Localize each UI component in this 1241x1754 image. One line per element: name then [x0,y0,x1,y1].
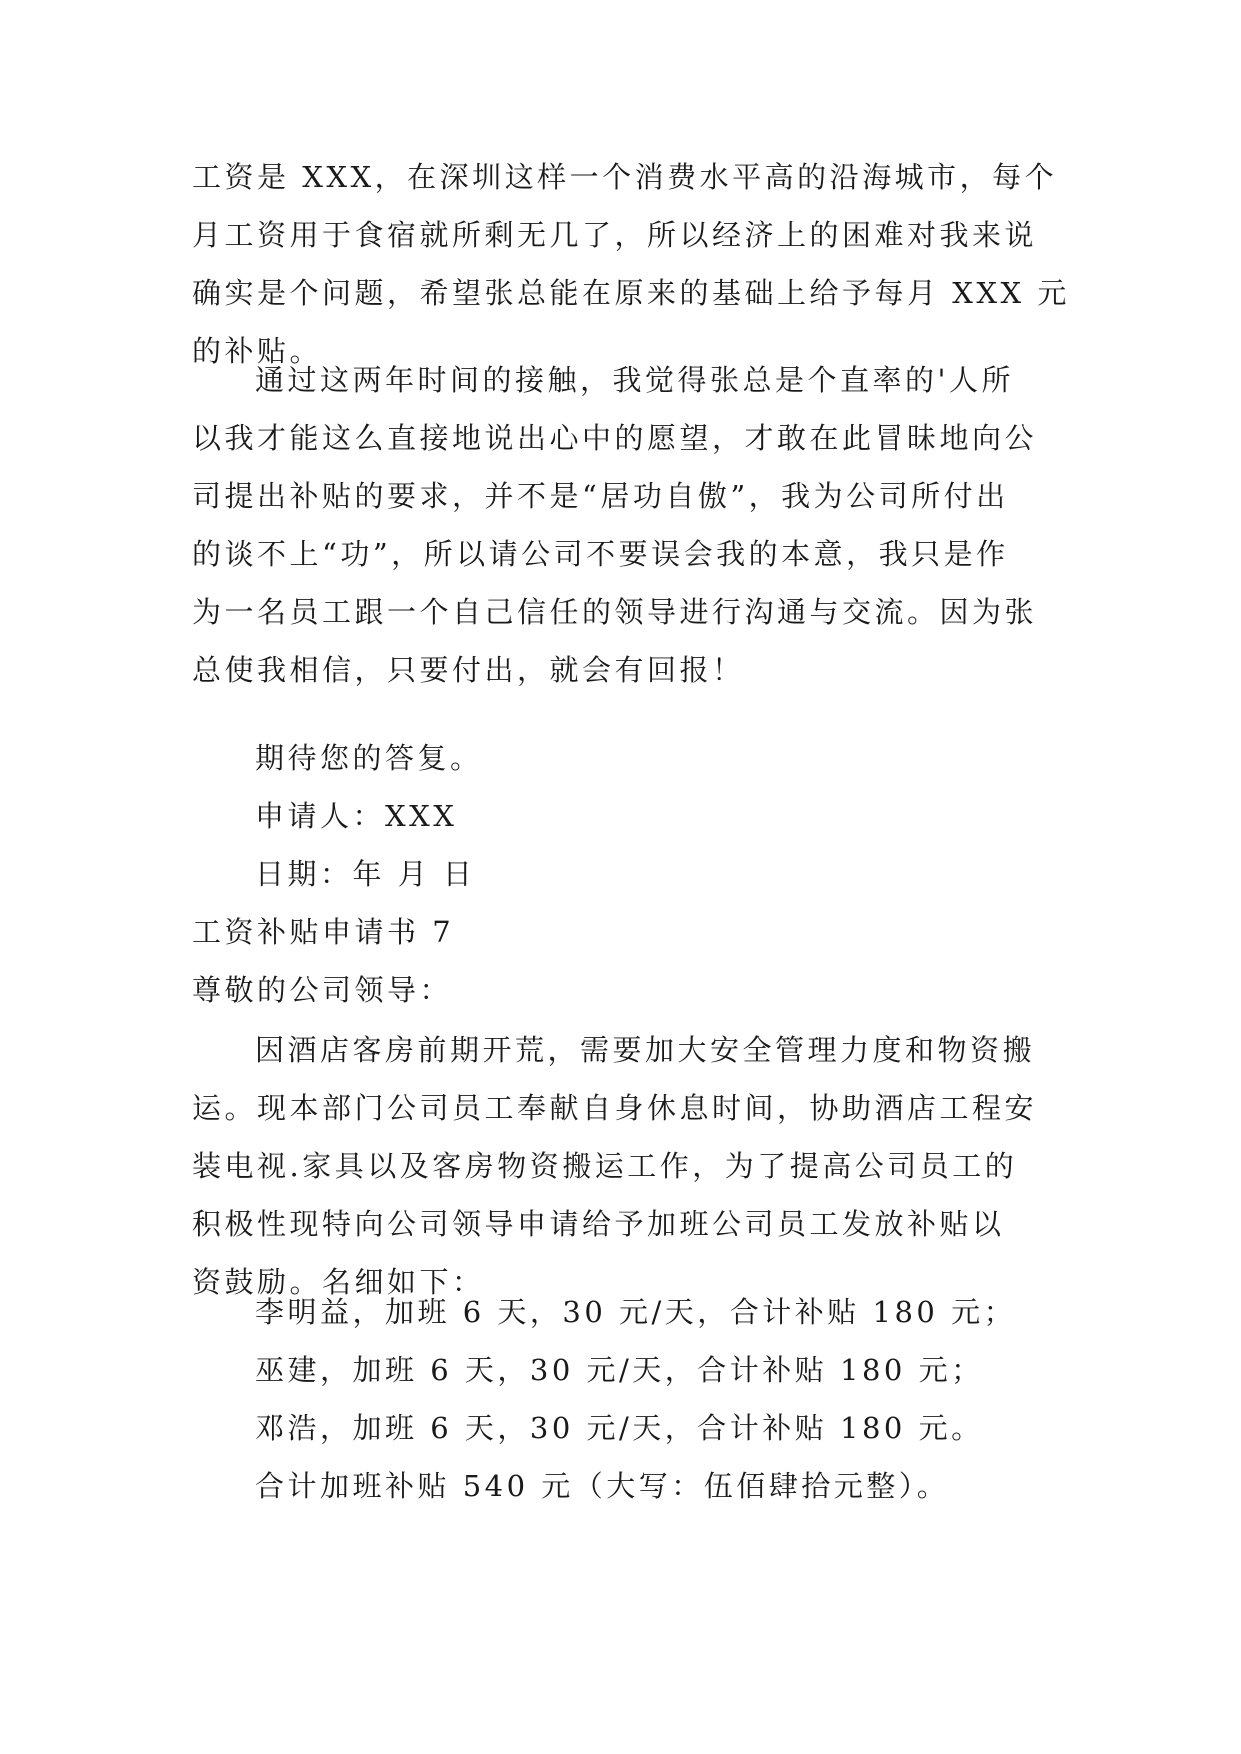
detail-list [255,1283,1048,1515]
salutation-text: 尊敬的公司领导： [192,973,453,1007]
paragraph-trust-first-line [255,351,1048,409]
text-line: 装电视.家具以及客房物资搬运工作，为了提高公司员工的 [192,1149,1018,1183]
section-title [192,903,1048,961]
text-line: 月工资用于食宿就所剩无几了，所以经济上的困难对我来说 [192,218,1038,252]
applicant-line [255,787,1048,845]
applicant-text: 申请人：XXX [255,799,458,833]
closing-text: 期待您的答复。 [255,741,483,775]
section-title-text: 工资补贴申请书 7 [192,915,455,949]
text-line: 以我才能这么直接地说出心中的愿望，才敢在此冒昧地向公 [192,421,1038,455]
total-line: 合计加班补贴 540 元（大写：伍佰肆拾元整）。 [255,1469,950,1503]
text-line: 资鼓励。名细如下： [192,1265,485,1299]
text-line: 的补贴。 [192,334,323,368]
text-line: 积极性现特向公司领导申请给予加班公司员工发放补贴以 [192,1207,1005,1241]
date-text: 日期：年 月 日 [255,857,476,891]
paragraph-salary-hardship [192,148,1070,380]
text-line: 工资是 XXX，在深圳这样一个消费水平高的沿海城市，每个 [192,160,1058,194]
paragraph-request-first-line [255,1021,1048,1079]
detail-item: 巫建，加班 6 天，30 元/天，合计补贴 180 元； [255,1353,984,1387]
text-line: 运。现本部门公司员工奉献自身休息时间，协助酒店工程安 [192,1091,1038,1125]
text-line: 确实是个问题，希望张总能在原来的基础上给予每月 XXX 元 [192,276,1070,310]
text-line: 总使我相信，只要付出，就会有回报！ [192,653,745,687]
salutation [192,961,1048,1019]
text-line: 的谈不上“功”，所以请公司不要误会我的本意，我只是作 [192,537,1009,571]
paragraph-trust [192,409,1048,699]
paragraph-request [192,1079,1048,1311]
detail-item: 李明益，加班 6 天，30 元/天，合计补贴 180 元； [255,1295,1017,1329]
date-line [255,845,1048,903]
text-line: 通过这两年时间的接触，我觉得张总是个直率的'人所 [255,363,1014,397]
closing-line [255,729,1048,787]
detail-item: 邓浩，加班 6 天，30 元/天，合计补贴 180 元。 [255,1411,984,1445]
text-line: 为一名员工跟一个自己信任的领导进行沟通与交流。因为张 [192,595,1038,629]
text-line: 因酒店客房前期开荒，需要加大安全管理力度和物资搬 [255,1033,1036,1067]
text-line: 司提出补贴的要求，并不是“居功自傲”，我为公司所付出 [192,479,1009,513]
